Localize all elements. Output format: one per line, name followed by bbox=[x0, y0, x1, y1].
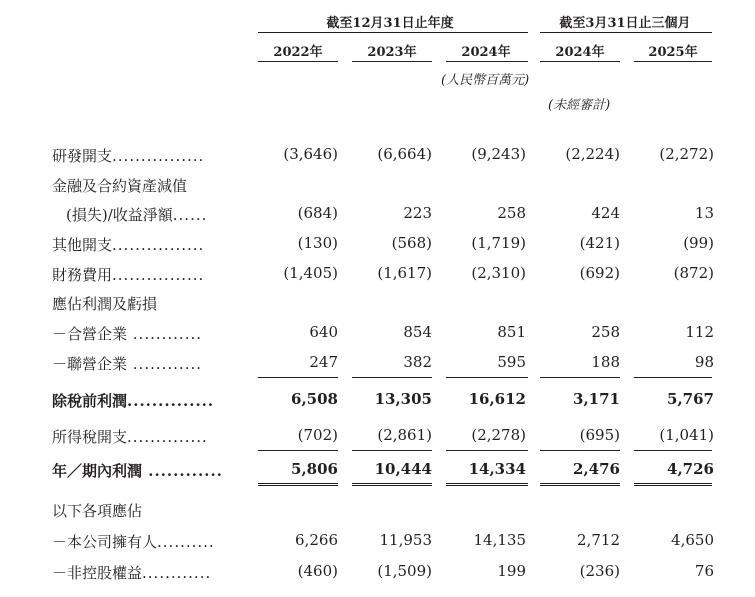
table-cell: (2,310) bbox=[471, 264, 526, 282]
header-group-quarter: 截至3月31日止三個月 bbox=[559, 16, 691, 31]
table-row-label: 應佔利潤及虧損 bbox=[52, 295, 158, 313]
year-header-2023: 2023年 bbox=[367, 45, 417, 60]
table-cell: 247 bbox=[309, 353, 338, 371]
year-rule bbox=[634, 61, 712, 62]
table-cell: 98 bbox=[694, 353, 714, 371]
table-row-label: 財務費用................ bbox=[52, 266, 205, 284]
year-rule bbox=[540, 61, 620, 62]
currency-note: (人民幣百萬元) bbox=[441, 73, 530, 88]
table-row-label: 研發開支................ bbox=[52, 147, 205, 165]
table-cell: 13,305 bbox=[374, 390, 432, 408]
table-row-label: 除稅前利潤.............. bbox=[52, 392, 215, 410]
table-row-label: 金融及合約資產減值 bbox=[52, 177, 188, 195]
year-rule bbox=[352, 61, 432, 62]
table-row-label: 以下各項應佔 bbox=[52, 502, 143, 520]
table-cell: 112 bbox=[685, 323, 714, 341]
table-cell: 199 bbox=[497, 562, 526, 580]
header-group-year-rule bbox=[258, 32, 528, 33]
header-group-year: 截至12月31日止年度 bbox=[326, 16, 454, 31]
table-cell: 11,953 bbox=[379, 531, 432, 549]
table-cell: (3,646) bbox=[283, 145, 338, 163]
subtotal-rule bbox=[352, 450, 432, 451]
subtotal-rule bbox=[634, 450, 712, 451]
subtotal-rule bbox=[540, 450, 620, 451]
table-cell: (702) bbox=[297, 426, 338, 444]
table-cell: (130) bbox=[297, 234, 338, 252]
table-row-label: －合營企業 ............ bbox=[52, 325, 203, 343]
year-rule bbox=[446, 61, 528, 62]
year-header-2022: 2022年 bbox=[273, 45, 323, 60]
table-cell: 10,444 bbox=[374, 460, 432, 478]
table-cell: 258 bbox=[591, 323, 620, 341]
subtotal-rule bbox=[352, 377, 432, 378]
quarter-header-2024: 2024年 bbox=[555, 45, 605, 60]
unaudited-note: (未經審計) bbox=[548, 98, 611, 113]
table-cell: 851 bbox=[497, 323, 526, 341]
table-row-label: 年／期內利潤 ............ bbox=[52, 462, 223, 480]
table-cell: 4,650 bbox=[671, 531, 714, 549]
table-cell: 16,612 bbox=[468, 390, 526, 408]
table-cell: (2,224) bbox=[565, 145, 620, 163]
table-cell: (99) bbox=[683, 234, 714, 252]
table-cell: (236) bbox=[579, 562, 620, 580]
table-row-label: (損失)/收益淨額...... bbox=[66, 206, 208, 224]
subtotal-rule bbox=[634, 377, 712, 378]
table-cell: (2,278) bbox=[471, 426, 526, 444]
table-cell: (1,617) bbox=[377, 264, 432, 282]
total-double-rule bbox=[634, 483, 712, 486]
table-cell: 2,476 bbox=[573, 460, 620, 478]
table-cell: 258 bbox=[497, 204, 526, 222]
table-cell: (460) bbox=[297, 562, 338, 580]
table-cell: (421) bbox=[579, 234, 620, 252]
table-cell: (1,405) bbox=[283, 264, 338, 282]
table-cell: (872) bbox=[673, 264, 714, 282]
table-cell: 5,806 bbox=[291, 460, 338, 478]
subtotal-rule bbox=[446, 450, 528, 451]
table-cell: 640 bbox=[309, 323, 338, 341]
subtotal-rule bbox=[258, 450, 338, 451]
table-cell: (695) bbox=[579, 426, 620, 444]
table-cell: (2,861) bbox=[377, 426, 432, 444]
table-cell: (6,664) bbox=[377, 145, 432, 163]
table-cell: 14,334 bbox=[468, 460, 526, 478]
table-row-label: －聯營企業 ............ bbox=[52, 355, 203, 373]
header-group-quarter-rule bbox=[540, 32, 712, 33]
total-double-rule bbox=[446, 483, 528, 486]
table-cell: (684) bbox=[297, 204, 338, 222]
table-cell: 595 bbox=[497, 353, 526, 371]
year-header-2024: 2024年 bbox=[461, 45, 511, 60]
table-row-label: 所得稅開支.............. bbox=[52, 428, 208, 446]
total-double-rule bbox=[258, 483, 338, 486]
table-cell: 4,726 bbox=[667, 460, 714, 478]
table-cell: (1,509) bbox=[377, 562, 432, 580]
table-cell: 13 bbox=[694, 204, 714, 222]
table-cell: 5,767 bbox=[667, 390, 714, 408]
table-row-label: 其他開支................ bbox=[52, 236, 205, 254]
table-cell: 223 bbox=[403, 204, 432, 222]
subtotal-rule bbox=[446, 377, 528, 378]
quarter-header-2025: 2025年 bbox=[648, 45, 698, 60]
table-cell: 6,266 bbox=[295, 531, 338, 549]
table-row-label: －非控股權益............ bbox=[52, 564, 212, 582]
table-cell: (692) bbox=[579, 264, 620, 282]
table-cell: (2,272) bbox=[659, 145, 714, 163]
table-cell: 3,171 bbox=[573, 390, 620, 408]
table-cell: (1,041) bbox=[659, 426, 714, 444]
table-row-label: －本公司擁有人.......... bbox=[52, 533, 215, 551]
total-double-rule bbox=[540, 483, 620, 486]
total-double-rule bbox=[352, 483, 432, 486]
subtotal-rule bbox=[258, 377, 338, 378]
table-cell: 2,712 bbox=[577, 531, 620, 549]
table-cell: 382 bbox=[403, 353, 432, 371]
table-cell: 854 bbox=[403, 323, 432, 341]
table-cell: 188 bbox=[591, 353, 620, 371]
table-cell: 6,508 bbox=[291, 390, 338, 408]
year-rule bbox=[258, 61, 338, 62]
table-cell: 424 bbox=[591, 204, 620, 222]
table-cell: (568) bbox=[391, 234, 432, 252]
table-cell: (9,243) bbox=[471, 145, 526, 163]
table-cell: 76 bbox=[694, 562, 714, 580]
table-cell: 14,135 bbox=[473, 531, 526, 549]
subtotal-rule bbox=[540, 377, 620, 378]
table-cell: (1,719) bbox=[471, 234, 526, 252]
